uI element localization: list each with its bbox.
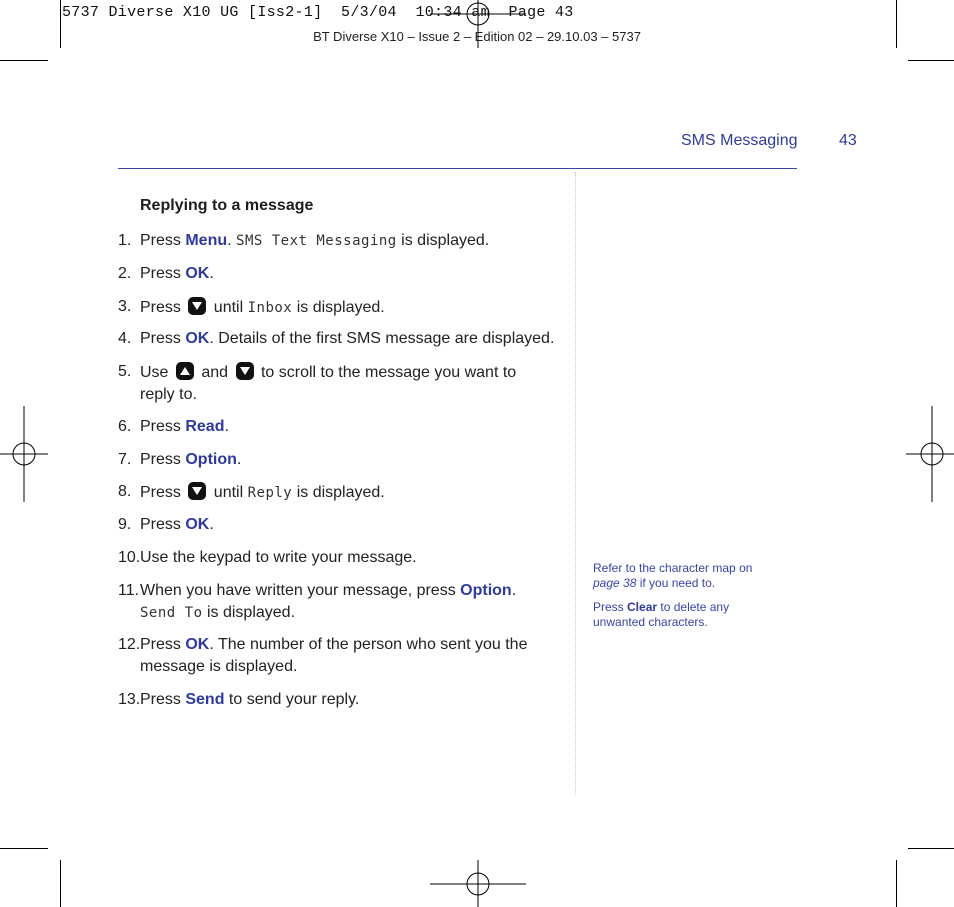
ok-key-label: OK [185,265,210,282]
text: . [227,232,237,249]
display-text: Inbox [247,300,293,316]
scroll-down-button-icon [235,361,255,381]
registration-mark-left-icon [0,406,48,502]
text: is displayed. [292,484,385,501]
text: is displayed. [396,232,490,249]
crop-mark [60,860,61,907]
step-text [140,689,570,711]
text: When you have written your message, press [140,582,461,599]
crop-mark [908,848,954,849]
step-number: 8. [118,483,132,500]
display-text: Send To [140,605,203,621]
ok-key-label: OK [185,516,210,533]
page-reference-link[interactable]: page 38 [593,576,637,590]
section-title: SMS Messaging [681,132,798,149]
step-number: 6. [118,418,132,435]
text: Press [140,418,186,435]
text: . [209,516,214,533]
step-number: 12. [118,636,141,653]
crop-mark [0,848,48,849]
ok-key-label: OK [185,330,210,347]
text: Press [140,484,186,501]
text: Press [140,691,186,708]
text: Press [140,516,186,533]
registration-mark-right-icon [906,406,954,502]
scroll-up-button-icon [175,361,195,381]
note-text: Refer to the character map on [593,561,753,575]
text: Use the keypad to write your message. [140,549,417,566]
read-key-label: Read [185,418,225,435]
step-text [140,416,570,438]
registration-mark-bottom-icon [430,860,526,907]
note-text: to delete any unwanted characters. [593,600,730,629]
step-text [140,547,570,569]
display-text: Reply [247,485,293,501]
sidebar-note-character-map [593,561,773,591]
step-number: 1. [118,232,132,249]
text: Press [140,636,186,653]
text: . [236,451,242,468]
text: until [209,484,248,501]
step-text [140,328,570,350]
clear-key-label: Clear [627,600,658,614]
text: . [224,418,229,435]
step-number: 9. [118,516,132,533]
send-key-label: Send [185,691,225,708]
text: Press [140,451,186,468]
option-key-label: Option [185,451,237,468]
text: to send your reply. [224,691,360,708]
step-text [140,361,540,406]
text: is displayed. [202,604,296,621]
scroll-down-button-icon [187,296,207,316]
scroll-down-button-icon [187,481,207,501]
edition-line: BT Diverse X10 – Issue 2 – Edition 02 – 29.10.03 – 5737 [313,29,641,44]
step-number: 7. [118,451,132,468]
option-key-label: Option [460,582,512,599]
print-slug: 5737 Diverse X10 UG [Iss2-1] 5/3/04 10:34 am Page 43 [62,4,574,21]
note-text: Press [593,600,628,614]
column-divider [575,172,576,794]
step-number: 11. [118,582,140,599]
sidebar-note-clear [593,600,753,630]
crop-mark [908,60,954,61]
text: and [196,364,233,381]
crop-mark [0,60,48,61]
text: . [209,265,214,282]
step-number: 13. [118,691,141,708]
display-text: SMS Text Messaging [236,233,397,249]
step-text [140,263,570,285]
text: Use [140,364,173,381]
step-text [140,230,570,252]
step-number: 3. [118,298,132,315]
step-text [140,580,570,624]
text: Press [140,299,186,316]
text: Press [140,330,186,347]
step-number: 5. [118,363,132,380]
step-text [140,634,545,678]
text: . Details of the first SMS message are displayed. [209,330,555,347]
text: is displayed. [292,299,385,316]
section-heading: Replying to a message [140,197,314,214]
text: . The number of the person who sent you the message is displayed. [140,636,528,675]
step-text [140,449,570,471]
step-text [140,481,570,504]
step-number: 2. [118,265,132,282]
note-text: if you need to. [636,576,716,590]
text: . [511,582,517,599]
menu-key-label: Menu [185,232,228,249]
text: to scroll to the message you want to reply to. [140,364,517,403]
text: until [209,299,248,316]
text: Press [140,232,186,249]
ok-key-label: OK [185,636,210,653]
text: Press [140,265,186,282]
step-number: 10. [118,549,141,566]
step-text [140,514,570,536]
step-number: 4. [118,330,132,347]
step-text [140,296,570,319]
page-number: 43 [839,132,857,149]
header-rule [118,168,797,169]
crop-mark [896,860,897,907]
